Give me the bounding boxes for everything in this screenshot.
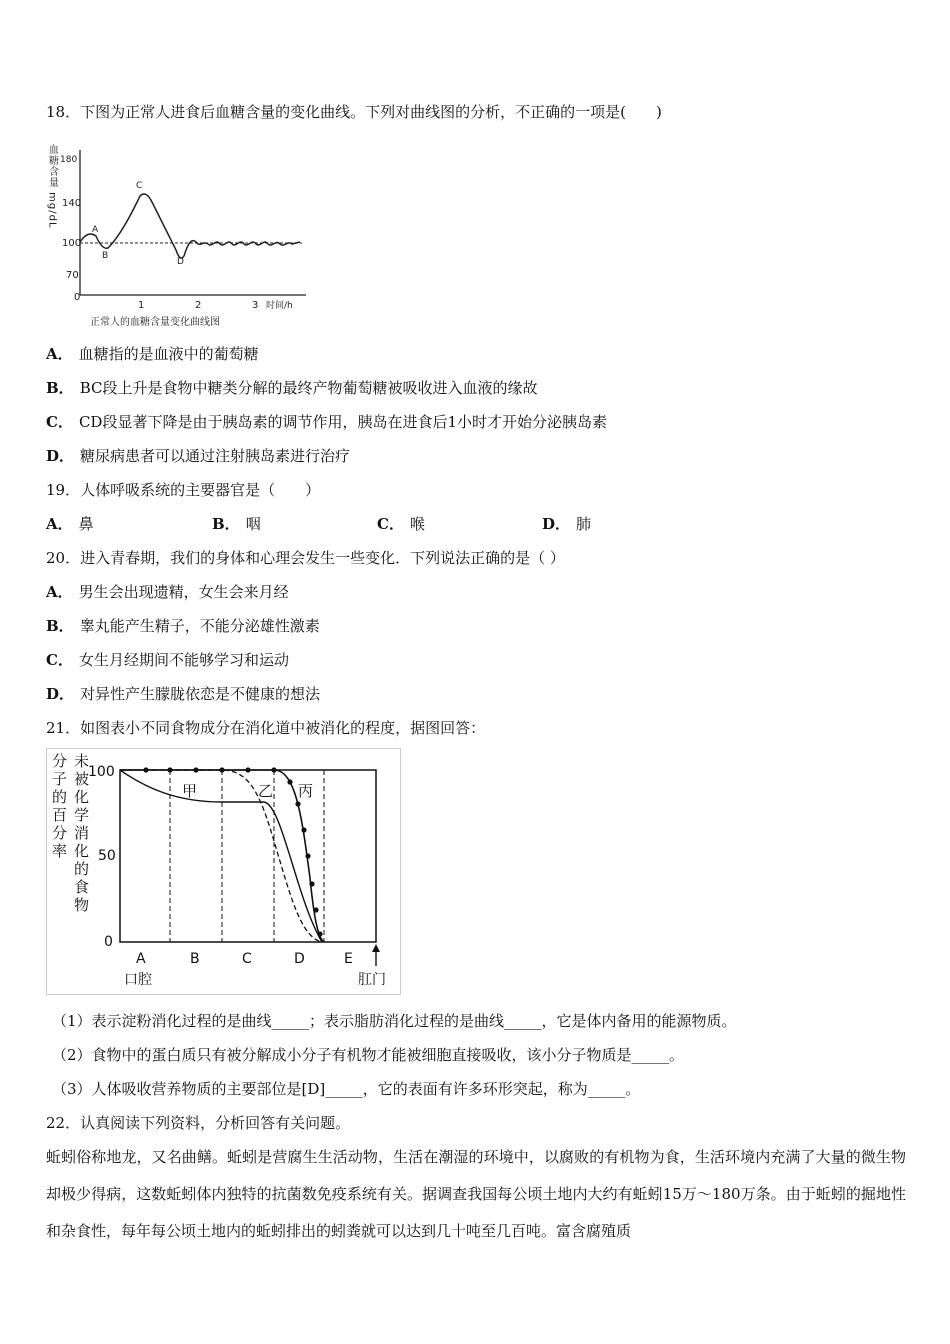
q20-option-d: D． 对异性产生朦胧依恋是不健康的想法 (46, 685, 321, 703)
q18-option-d: D． 糖尿病患者可以通过注射胰岛素进行治疗 (46, 447, 351, 465)
q21-sub1: （1）表示淀粉消化过程的是曲线_____；表示脂肪消化过程的是曲线_____，它是体内备用的能源物质。 (52, 1012, 737, 1030)
q21-sub3: （3）人体吸收营养物质的主要部位是[D]_____，它的表面有许多环形突起，称为_____。 (52, 1080, 641, 1098)
q21-digestion-chart (46, 748, 402, 996)
q18-xtick-2: 2 (195, 300, 202, 311)
q19-option-b: B． 咽 (212, 515, 261, 533)
q18-point-b: B (102, 251, 109, 261)
q18-option-b: B． BC段上升是食物中糖类分解的最终产物葡萄糖被吸收进入血液的缘故 (46, 379, 538, 397)
q18-xtick-3: 3 (252, 300, 259, 311)
q18-ytick-100: 100 (62, 238, 82, 249)
q21-label-bing: 丙 (298, 782, 314, 800)
q18-point-c: C (136, 181, 143, 191)
q20-option-b: B． 睾丸能产生精子，不能分泌雄性激素 (46, 617, 320, 635)
q21-ylabel: 未被化学消化的食物 分子的百分率 (52, 752, 90, 914)
q18-ytick-0: 0 (74, 292, 81, 303)
q19-option-d: D． 肺 (542, 515, 592, 533)
q22-stem: 22．认真阅读下列资料，分析回答有关问题。 (46, 1114, 351, 1132)
q21-region-c: C (242, 951, 252, 967)
q21-curve-yi (120, 770, 322, 942)
q18-ylabel: 血糖含量 mg/dL (46, 144, 58, 229)
q18-xlabel: 时间/h (266, 301, 293, 311)
q21-stem: 21．如图表小不同食物成分在消化道中被消化的程度，据图回答： (46, 719, 486, 737)
q18-ytick-70: 70 (66, 270, 79, 281)
q21-label-yi: 乙 (258, 782, 274, 800)
q18-blood-sugar-chart (44, 138, 314, 334)
q21-region-a: A (136, 951, 146, 967)
q18-ytick-140: 140 (62, 198, 82, 209)
q21-region-e: E (344, 951, 353, 967)
q21-sub2: （2）食物中的蛋白质只有被分解成小分子有机物才能被细胞直接吸收，该小分子物质是_____。 (52, 1046, 685, 1064)
q21-region-b: B (190, 951, 200, 967)
q21-anus-label: 肛门 (358, 972, 386, 988)
q18-point-d: D (177, 257, 184, 267)
q18-point-a: A (92, 225, 99, 235)
q21-curve-jia (120, 770, 322, 942)
q21-ytick-50: 50 (98, 848, 116, 864)
q18-glucose-curve (80, 194, 300, 258)
q22-passage: 蚯蚓俗称地龙，又名曲鳝。蚯蚓是营腐生生活动物，生活在潮湿的环境中，以腐败的有机物为食，生活环境内充满了大量的微生物却极少得病，这数蚯蚓体内独特的抗菌数免疫系统有关。据调查我国每公顷土地内大约有蚯蚓15万～180万条。由于蚯蚓的掘地性和杂食性，每年每公顷土地内的蚯蚓排出的蚓粪就可以达到几十吨至几百吨。富含腐殖质 (46, 1148, 906, 1240)
q18-xtick-1: 1 (138, 300, 145, 311)
q18-ytick-180: 180 (60, 155, 78, 165)
q20-stem: 20．进入青春期，我们的身体和心理会发生一些变化．下列说法正确的是（ ） (46, 549, 565, 567)
q21-region-d: D (294, 951, 305, 967)
q21-mouth-label: 口腔 (124, 972, 152, 988)
q19-option-a: A． 鼻 (46, 515, 94, 533)
q21-ytick-0: 0 (104, 934, 113, 950)
q19-stem: 19．人体呼吸系统的主要器官是（ ） (46, 481, 321, 499)
q21-ytick-100: 100 (88, 764, 115, 780)
q20-option-a: A． 男生会出现遗精，女生会来月经 (46, 583, 289, 601)
q18-caption: 正常人的血糖含量变化曲线图 (90, 317, 220, 328)
q18-option-c: C． CD段显著下降是由于胰岛素的调节作用，胰岛在进食后1小时才开始分泌胰岛素 (46, 413, 608, 431)
q18-stem: 18．下图为正常人进食后血糖含量的变化曲线。下列对曲线图的分析，不正确的一项是( ) (46, 103, 662, 121)
q20-option-c: C． 女生月经期间不能够学习和运动 (46, 651, 289, 669)
q21-label-jia: 甲 (182, 782, 198, 800)
q19-option-c: C． 喉 (377, 515, 425, 533)
q18-option-a: A． 血糖指的是血液中的葡萄糖 (46, 345, 259, 363)
